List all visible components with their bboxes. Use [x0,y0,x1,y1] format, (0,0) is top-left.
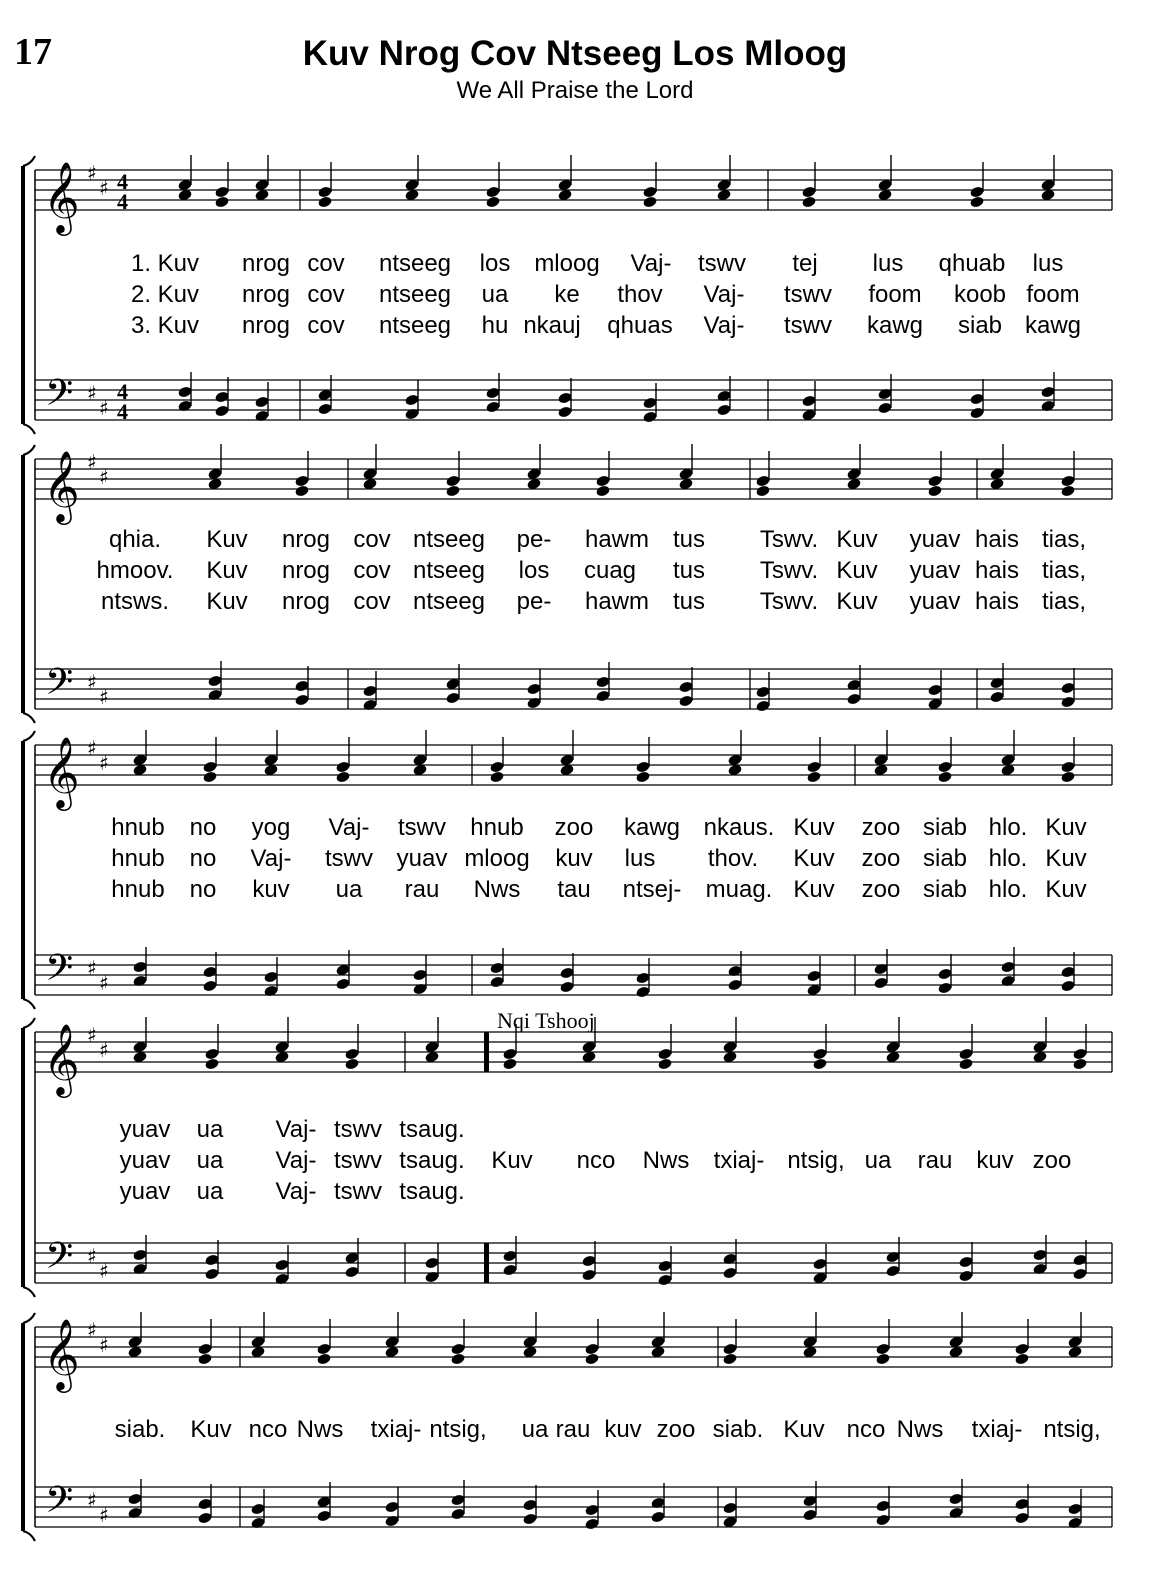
lyric-word: cov [307,250,345,277]
lyric-word: Nws [473,876,521,903]
sharp-icon: ♯ [99,1038,109,1062]
sharp-icon: ♯ [87,450,97,474]
sharp-icon: ♯ [99,971,109,995]
lyric-word: ua [521,1416,549,1443]
treble-notehead [502,1057,517,1070]
time-signature-treble: 4 [117,169,128,194]
lyric-word: Vaj- [275,1147,317,1174]
treble-notehead [489,770,504,783]
lyric-word: Nws [642,1147,690,1174]
lyric-word: pe- [516,526,552,553]
lyric-word: ua [335,876,363,903]
section-marking: Nqi Tshooj [497,1008,595,1033]
lyric-word: hnub [111,814,165,841]
lyric-word: hnub [111,876,165,903]
lyric-word: tswv [334,1116,382,1143]
lyric-word: qhia. [108,526,162,553]
bass-clef-icon: 𝄢 [45,661,74,712]
lyric-word: kuv [555,845,593,872]
treble-notehead [969,195,984,208]
treble-notehead [445,484,460,497]
lyric-word: Kuv [836,588,878,615]
treble-notehead [937,770,952,783]
lyric-word: cuag [583,557,637,584]
lyric-word: no [189,814,217,841]
lyric-word: hlo. [988,814,1028,841]
lyric-word: ua [864,1147,892,1174]
treble-staff [35,170,1112,210]
lyric-word: Tswv. [759,526,819,553]
lyric-word: Tswv. [759,588,819,615]
treble-notehead [214,195,229,208]
treble-notehead [1072,1057,1087,1070]
lyric-word: ntsig, [429,1416,487,1443]
lyric-word: tswv [784,312,832,339]
bass-staff [35,669,1112,709]
lyric-word: hawm [584,588,650,615]
treble-notehead [202,770,217,783]
lyric-word: nrog [281,526,331,553]
lyric-word: Vaj- [703,281,745,308]
treble-notehead [722,1352,737,1365]
treble-notehead [294,484,309,497]
lyric-word: pe- [516,588,552,615]
sharp-icon: ♯ [87,1488,97,1512]
lyric-word: mloog [534,250,600,277]
hymn-subtitle: We All Praise the Lord [456,77,694,104]
lyric-word: tswv [398,814,446,841]
lyric-word: zoo [554,814,594,841]
lyric-word: cov [307,281,345,308]
treble-notehead [595,484,610,497]
lyric-word: kawg [866,312,924,339]
treble-notehead [635,770,650,783]
lyric-word: siab [922,845,968,872]
lyric-word: nco [248,1416,288,1443]
lyric-word: hnub [111,845,165,872]
lyric-word: txiaj- [713,1147,765,1174]
lyric-word: no [189,845,217,872]
sharp-icon: ♯ [87,670,97,694]
sharp-icon: ♯ [87,736,97,760]
bracket-hook [23,1287,35,1297]
lyric-word: tias, [1041,526,1087,553]
lyric-word: ntsig, [787,1147,845,1174]
lyric-word: muag. [705,876,773,903]
treble-notehead [1060,770,1075,783]
lyric-word: txiaj- [370,1416,422,1443]
lyric-word: tias, [1041,557,1087,584]
lyric-word: kuv [252,876,290,903]
treble-notehead [1060,484,1075,497]
bass-clef-icon: 𝄢 [45,372,74,423]
lyric-word: tswv [698,250,746,277]
treble-staff [35,1327,1112,1367]
lyric-word: yuav [396,845,448,872]
lyric-word: thov. [707,845,759,872]
hymn-number: 17 [14,31,52,73]
sharp-icon: ♯ [87,1023,97,1047]
lyric-word: tus [672,557,706,584]
sharp-icon: ♯ [99,176,109,200]
bass-clef-icon: 𝄢 [45,947,74,998]
sharp-icon: ♯ [99,1259,109,1283]
bass-clef-icon: 𝄢 [45,1235,74,1286]
treble-clef-icon: 𝄞 [43,160,80,233]
lyric-word: yuav [119,1147,171,1174]
bracket-hook [23,424,35,434]
lyric-word: ntseeg [378,312,452,339]
lyric-word: no [189,876,217,903]
lyric-word: yuav [909,588,961,615]
treble-notehead [317,195,332,208]
bracket-hook [23,1018,35,1028]
lyric-word: tswv [325,845,373,872]
lyric-word: Kuv [190,1416,232,1443]
lyric-word: Vaj- [250,845,292,872]
lyric-word: Kuv [206,526,248,553]
lyric-word: lus [624,845,656,872]
time-signature-treble: 4 [117,189,128,214]
lyric-word: kuv [604,1416,642,1443]
lyric-word: ntseeg [378,250,452,277]
lyric-word: tswv [334,1147,382,1174]
lyric-word: hais [974,588,1020,615]
lyric-word: Nws [296,1416,344,1443]
treble-notehead [958,1057,973,1070]
lyric-word: Vaj- [275,1116,317,1143]
treble-notehead [812,1057,827,1070]
lyric-word: mloog [464,845,530,872]
lyric-word: Vaj- [328,814,370,841]
treble-clef-icon: 𝄞 [43,735,80,808]
bracket-hook [23,156,35,166]
lyric-word: Kuv [206,588,248,615]
sharp-icon: ♯ [99,685,109,709]
lyric-word: Tswv. [759,557,819,584]
lyric-word: zoo [861,814,901,841]
lyric-word: foom [1026,281,1080,308]
lyric-word: kawg [623,814,681,841]
lyric-word: txiaj- [971,1416,1023,1443]
bass-staff [35,1487,1112,1527]
treble-notehead [344,1057,359,1070]
lyric-word: zoo [861,876,901,903]
lyric-word: Kuv [491,1147,533,1174]
lyric-word: hnub [470,814,524,841]
lyric-word: yog [251,814,291,841]
treble-notehead [875,1352,890,1365]
lyric-word: tswv [334,1178,382,1205]
lyric-word: nrog [241,281,291,308]
lyric-word: rau [555,1416,591,1443]
lyric-word: kuv [976,1147,1014,1174]
lyric-word: hu [481,312,509,339]
repeat-barline [484,1032,489,1072]
lyric-word: ntseeg [412,588,486,615]
lyric-word: foom [868,281,922,308]
lyric-word: ua [481,281,509,308]
lyric-word: thov [617,281,663,308]
lyric-word: 3. Kuv [130,312,200,339]
bracket-hook [23,445,35,455]
lyric-word: Kuv [836,557,878,584]
lyric-word: tswv [784,281,832,308]
sharp-icon: ♯ [99,396,109,420]
lyric-word: siab [957,312,1003,339]
lyric-word: nco [576,1147,616,1174]
lyric-word: los [518,557,550,584]
treble-notehead [806,770,821,783]
bass-staff [35,1243,1112,1283]
treble-notehead [755,484,770,497]
lyric-word: yuav [119,1178,171,1205]
lyric-word: lus [1032,250,1064,277]
treble-notehead [485,195,500,208]
lyric-word: hlo. [988,845,1028,872]
lyric-word: 1. Kuv [130,250,200,277]
lyric-word: cov [353,588,391,615]
sharp-icon: ♯ [99,465,109,489]
sharp-icon: ♯ [87,381,97,405]
lyric-word: qhuas [607,312,673,339]
lyric-word: nrog [241,250,291,277]
lyric-word: kawg [1024,312,1082,339]
lyric-word: yuav [909,526,961,553]
lyric-word: cov [307,312,345,339]
treble-notehead [335,770,350,783]
bass-staff [35,380,1112,420]
lyric-word: ntseeg [412,526,486,553]
lyric-word: tias, [1041,588,1087,615]
lyric-word: koob [953,281,1007,308]
lyric-word: Kuv [206,557,248,584]
sharp-icon: ♯ [99,751,109,775]
lyric-word: ua [196,1178,224,1205]
lyric-word: zoo [861,845,901,872]
treble-notehead [1014,1352,1029,1365]
lyric-word: Vaj- [703,312,745,339]
lyric-word: tus [672,588,706,615]
treble-notehead [204,1057,219,1070]
lyric-word: ntseeg [412,557,486,584]
lyric-word: rau [917,1147,953,1174]
treble-clef-icon: 𝄞 [43,449,80,522]
lyric-word: Nws [896,1416,944,1443]
lyric-word: zoo [656,1416,696,1443]
lyric-word: hlo. [988,876,1028,903]
sharp-icon: ♯ [99,1333,109,1357]
treble-notehead [450,1352,465,1365]
lyric-word: Kuv [783,1416,825,1443]
bracket-hook [23,1313,35,1323]
lyric-word: ntsej- [622,876,682,903]
lyric-word: Kuv [793,845,835,872]
repeat-barline [484,1243,489,1283]
treble-notehead [801,195,816,208]
lyric-word: siab. [712,1416,764,1443]
lyric-word: nrog [281,588,331,615]
lyric-word: Kuv [1045,876,1087,903]
lyric-word: Vaj- [275,1178,317,1205]
lyric-word: tej [792,250,818,277]
lyric-word: ntsig, [1043,1416,1101,1443]
treble-notehead [642,195,657,208]
lyric-word: tsaug. [399,1147,465,1174]
lyric-word: nrog [241,312,291,339]
lyric-word: cov [353,526,391,553]
treble-notehead [657,1057,672,1070]
treble-clef-icon: 𝄞 [43,1317,80,1390]
lyric-word: los [479,250,511,277]
lyric-word: 2. Kuv [130,281,200,308]
lyric-word: Kuv [793,814,835,841]
bracket-hook [23,1531,35,1541]
lyric-word: Kuv [836,526,878,553]
lyric-word: cov [353,557,391,584]
treble-staff [35,459,1112,499]
lyric-word: siab. [114,1416,166,1443]
lyric-word: ua [196,1147,224,1174]
bass-clef-icon: 𝄢 [45,1479,74,1530]
time-signature-bass: 4 [117,399,128,424]
treble-clef-icon: 𝄞 [43,1022,80,1095]
lyric-word: zoo [1032,1147,1072,1174]
lyric-word: tus [672,526,706,553]
lyric-word: nrog [281,557,331,584]
sharp-icon: ♯ [87,1244,97,1268]
lyric-word: ke [554,281,580,308]
lyric-word: lus [872,250,904,277]
lyric-word: tsaug. [399,1178,465,1205]
treble-notehead [927,484,942,497]
sharp-icon: ♯ [87,1318,97,1342]
lyric-word: ntsws. [100,588,170,615]
hymn-title: Kuv Nrog Cov Ntseeg Los Mloog [302,34,848,73]
lyric-word: rau [404,876,440,903]
lyric-word: nkauj [523,312,581,339]
treble-staff [35,1032,1112,1072]
lyric-word: tsaug. [399,1116,465,1143]
bracket-hook [23,999,35,1009]
lyric-word: hmoov. [96,557,174,584]
bracket-hook [23,713,35,723]
treble-notehead [197,1352,212,1365]
lyric-word: hais [974,526,1020,553]
lyric-word: qhuab [938,250,1006,277]
lyric-word: ua [196,1116,224,1143]
bracket-hook [23,731,35,741]
lyric-word: tau [557,876,591,903]
treble-notehead [584,1352,599,1365]
sharp-icon: ♯ [87,956,97,980]
lyric-word: yuav [909,557,961,584]
sharp-icon: ♯ [87,161,97,185]
lyric-word: nkaus. [703,814,775,841]
sharp-icon: ♯ [99,1503,109,1527]
lyric-word: nco [846,1416,886,1443]
time-signature-bass: 4 [117,379,128,404]
lyric-word: Vaj- [630,250,672,277]
lyric-word: Kuv [793,876,835,903]
lyric-word: siab [922,876,968,903]
lyric-word: Kuv [1045,845,1087,872]
lyric-word: hais [974,557,1020,584]
lyric-word: hawm [584,526,650,553]
lyric-word: Kuv [1045,814,1087,841]
lyric-word: yuav [119,1116,171,1143]
treble-notehead [316,1352,331,1365]
lyric-word: siab [922,814,968,841]
lyric-word: ntseeg [378,281,452,308]
